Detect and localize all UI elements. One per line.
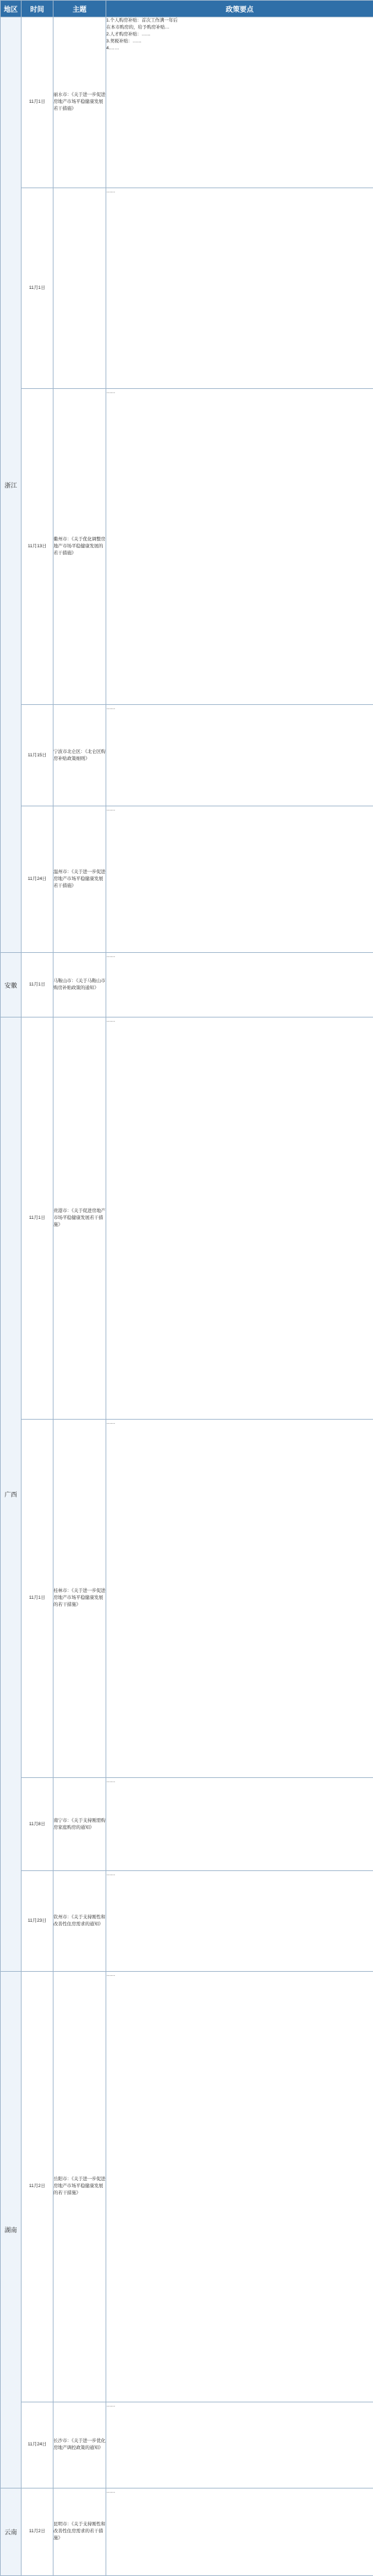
subject-text: 温州市：《关于进一步促进房地产市场平稳健康发展若干措施》 [53,870,106,889]
table-row [1,389,373,705]
time-cell: 11月1日 [22,1017,53,1420]
subject-text: 岳阳市：《关于进一步促进房地产市场平稳健康发展的若干措施》 [53,2177,106,2196]
points-cell [106,1972,373,2402]
policy-point: …… [106,188,115,194]
table-row [1,1871,373,1972]
header-points: 政策要点 [106,1,373,17]
points-cell [106,2488,373,2575]
time-cell: 11月1日 [22,953,53,1017]
region-cell: 安徽 [1,953,22,1017]
region-cell: 浙江 [1,17,22,953]
header-time: 时间 [22,1,53,17]
policy-point: …… [106,705,115,711]
points-cell [106,389,373,705]
subject-cell [53,2488,106,2575]
subject-cell [53,1871,106,1972]
header-region: 地区 [1,1,22,17]
points-cell [106,1419,373,1778]
policy-point: …… [106,1018,115,1024]
policy-point: …… [106,954,115,959]
subject-cell [53,1972,106,2402]
table-row [1,1017,373,1420]
subject-text: 衢州市：《关于优化调整房地产市场平稳健康发展的若干措施》 [53,536,106,556]
subject-text: 丽水市：《关于进一步促进房地产市场平稳健康发展若干措施》 [53,92,106,112]
subject-cell [53,953,106,1017]
table-row [1,2402,373,2488]
region-cell: 湖南 [1,1972,22,2488]
policy-point: …… [106,390,115,395]
time-cell: 11月1日 [22,188,53,388]
subject-cell [53,806,106,953]
policy-point: …… [106,1872,115,1877]
table-row [1,1972,373,2402]
policy-point: 2.人才购房补贴：…… [106,32,151,37]
time-cell: 11月2日 [22,2488,53,2575]
points-cell [106,1017,373,1420]
time-cell: 11月15日 [22,704,53,806]
subject-cell [53,2402,106,2488]
points-cell [106,1871,373,1972]
table-row [1,188,373,388]
region-cell: 云南 [1,2488,22,2575]
header-row [1,1,373,17]
subject-cell [53,1017,106,1420]
subject-text: 桂林市：《关于进一步促进房地产市场平稳健康发展的若干措施》 [53,1588,106,1608]
policy-point: …… [106,807,115,813]
policy-point: 4.…… [106,46,119,51]
time-cell: 11月24日 [22,806,53,953]
subject-text: 昆明市：《关于支持刚性和改善性住房需求的若干措施》 [53,2522,106,2541]
policy-point: …… [106,2488,115,2494]
subject-cell [53,188,106,388]
subject-text: 贵港市：《关于促进房地产市场平稳健康发展若干措施》 [53,1208,106,1227]
policy-point: 1.个人购房补贴：首次工作满一年后 [106,18,178,23]
table-row [1,806,373,953]
policy-point: …… [106,1779,115,1784]
subject-text: 钦州市：《关于支持刚性和改善性住房需求的通知》 [53,1915,106,1927]
subject-text: 南宁市：《关于支持刚需购房家庭购房的通知》 [53,1818,106,1830]
table-row [1,1419,373,1778]
table-row [1,953,373,1017]
subject-cell [53,389,106,705]
time-cell: 11月23日 [22,1871,53,1972]
subject-cell [53,1778,106,1871]
points-cell [106,2402,373,2488]
subject-cell [53,704,106,806]
subject-text: 长沙市：《关于进一步优化房地产调控政策的通知》 [53,2438,106,2451]
subject-cell [53,1419,106,1778]
region-cell: 广西 [1,1017,22,1972]
subject-cell [53,17,106,188]
points-cell [106,1778,373,1871]
table-row [1,17,373,188]
time-cell: 11月13日 [22,389,53,705]
subject-text: 宁波市北仑区：《北仑区购房补贴政策细则》 [53,749,106,761]
table-row [1,704,373,806]
time-cell: 11月1日 [22,17,53,188]
points-cell [106,704,373,806]
policy-point: …… [106,1420,115,1425]
time-cell: 11月8日 [22,1778,53,1871]
policy-point: 3.契税补贴：…… [106,39,142,44]
subject-text: 马鞍山市：《关于马鞍山市购房补贴政策的通知》 [53,979,106,991]
points-cell [106,17,373,188]
points-cell [106,953,373,1017]
policy-point: …… [106,1972,115,1978]
time-cell: 11月1日 [22,1419,53,1778]
policy-point: 在本市购房的，给予购房补贴… [106,25,169,30]
header-subject: 主题 [53,1,106,17]
table-row [1,2488,373,2575]
time-cell: 11月24日 [22,2402,53,2488]
table-row [1,1778,373,1871]
policy-point: …… [106,2402,115,2408]
time-cell: 11月2日 [22,1972,53,2402]
points-cell [106,188,373,388]
points-cell [106,806,373,953]
